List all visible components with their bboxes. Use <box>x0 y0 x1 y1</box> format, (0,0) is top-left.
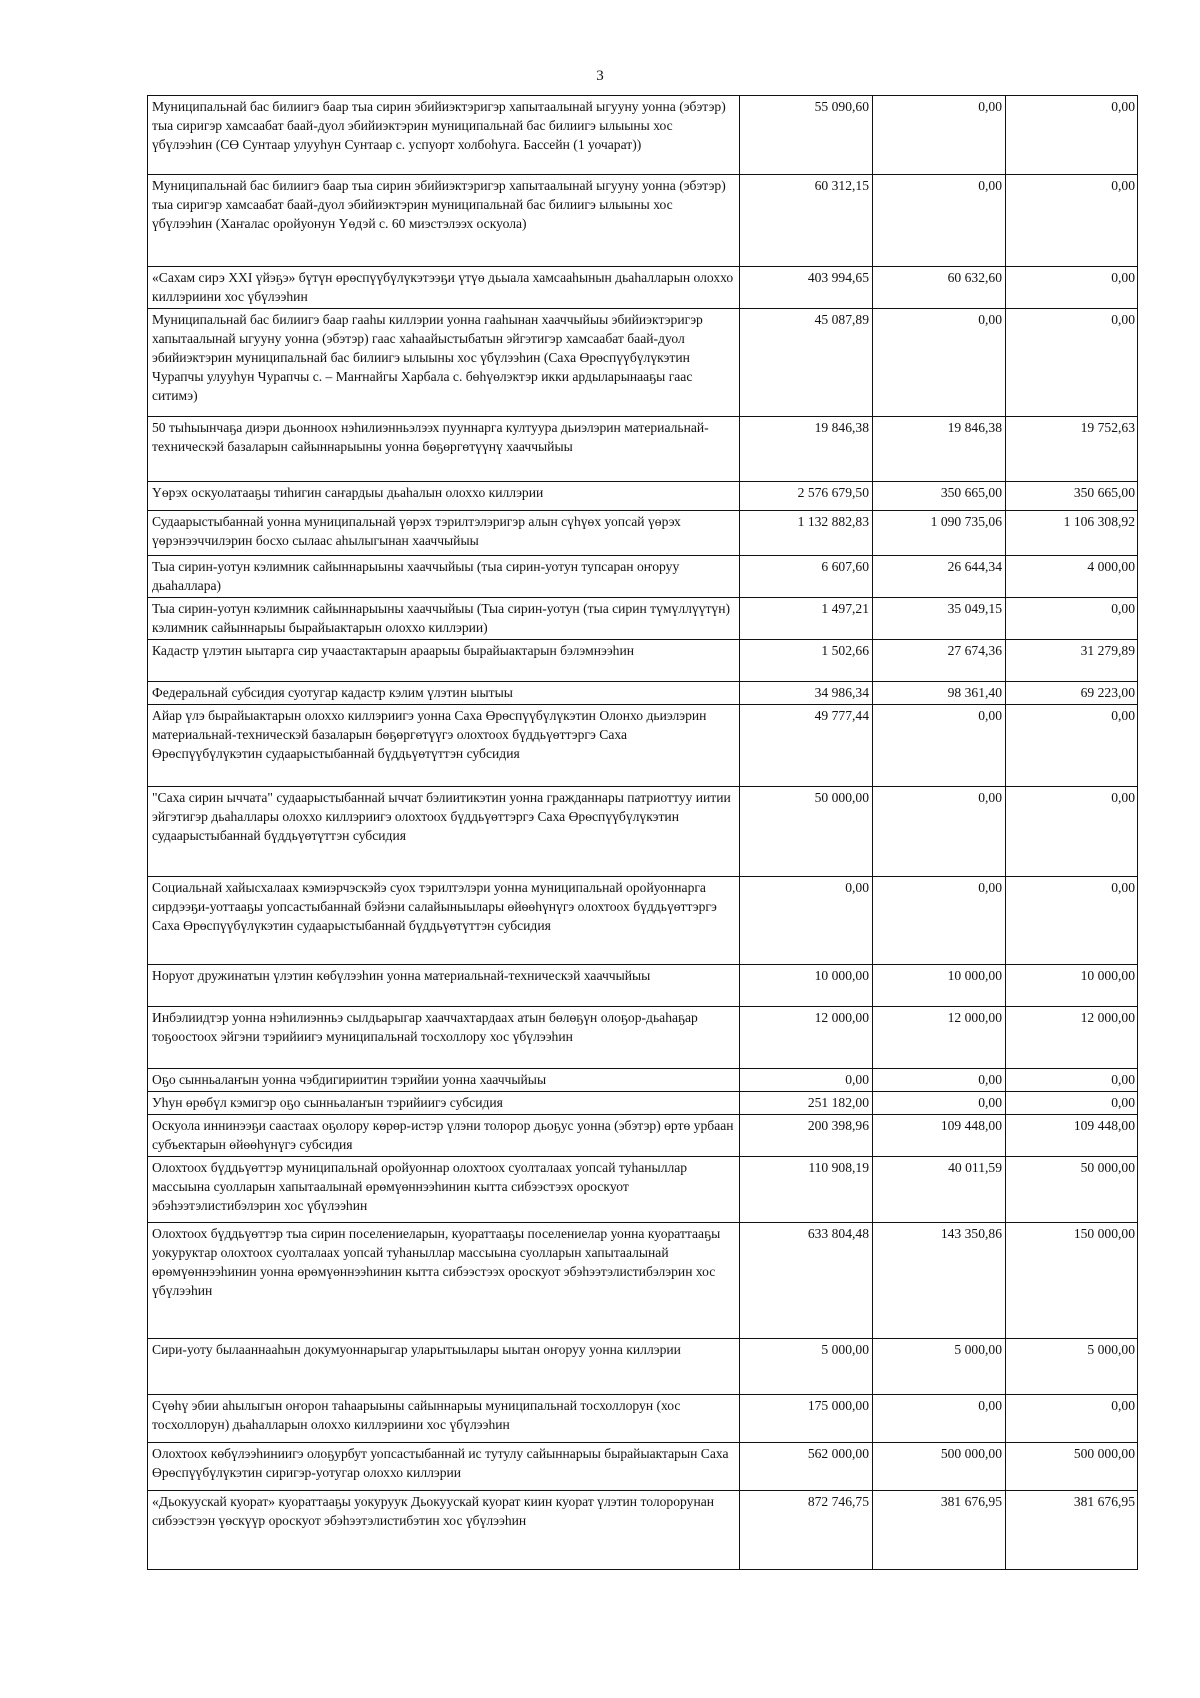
page-number: 3 <box>596 68 604 84</box>
row-value-3: 0,00 <box>1006 96 1138 175</box>
row-value-2: 143 350,86 <box>873 1223 1006 1339</box>
row-value-2: 10 000,00 <box>873 965 1006 1007</box>
row-value-1: 1 502,66 <box>740 640 873 682</box>
row-value-1: 0,00 <box>740 1069 873 1092</box>
row-description: Олохтоох бүддьүөттэр тыа сирин поселениеларын, куораттааҕы поселениелар уонна куораттааҕы уокуруктар олохтоох суолталаах уопсай туһаныллар массыына суолларын хапытаалынай өрөмүөннээһинин уонна өрөмүөннээһинин кытта сибээстээх ороскуот эбэһээтэлистибэлэрин хос үбүлээһин <box>148 1223 740 1339</box>
row-description: Муниципальнай бас билиигэ баар тыа сирин эбийиэктэригэр хапытаалынай ыгууну уонна (эбэтэр) тыа сиригэр хамсаабат баай-дуол эбийиэктэрин муниципальнай бас билиигэ ылыыны хос үбүлээһин (СӨ Сунтаар улууһун Сунтаар с. успуорт холбоһуга. Бассейн (1 уочарат)) <box>148 96 740 175</box>
row-value-1: 6 607,60 <box>740 556 873 598</box>
table-row <box>148 556 1138 598</box>
row-description: Норуот дружинатын үлэтин көбүлээһин уонна материальнай-техническэй хааччыйыы <box>148 965 740 1007</box>
row-value-3: 0,00 <box>1006 1092 1138 1115</box>
row-description: Судаарыстыбаннай уонна муниципальнай үөрэх тэрилтэлэригэр алын сүһүөх уопсай үөрэх үөрэнээччилэрин босхо сылаас аһылыгынан хааччыйыы <box>148 511 740 556</box>
row-value-3: 0,00 <box>1006 705 1138 787</box>
row-description: Оскуола иннинээҕи саастаах оҕолору көрөр-истэр үлэни толорор дьоҕус уонна (эбэтэр) өртө урбаан субъектарын өйөөһүнүгэ субсидия <box>148 1115 740 1157</box>
table-row <box>148 96 1138 175</box>
row-value-2: 0,00 <box>873 175 1006 267</box>
row-value-2: 40 011,59 <box>873 1157 1006 1223</box>
row-value-3: 10 000,00 <box>1006 965 1138 1007</box>
table-row <box>148 598 1138 640</box>
row-value-1: 50 000,00 <box>740 787 873 877</box>
row-value-1: 200 398,96 <box>740 1115 873 1157</box>
table-row <box>148 877 1138 965</box>
table-row <box>148 1157 1138 1223</box>
row-value-3: 0,00 <box>1006 175 1138 267</box>
row-value-2: 0,00 <box>873 787 1006 877</box>
table-row <box>148 1092 1138 1115</box>
row-value-3: 31 279,89 <box>1006 640 1138 682</box>
row-description: Тыа сирин-уотун кэлимник сайыннарыыны хааччыйыы (Тыа сирин-уотун (тыа сирин түмүллүүтүн) кэлимник сайыннарыы бырайыактарын олоххо киллэрии) <box>148 598 740 640</box>
row-value-1: 633 804,48 <box>740 1223 873 1339</box>
row-value-1: 175 000,00 <box>740 1395 873 1443</box>
row-value-2: 350 665,00 <box>873 482 1006 511</box>
row-description: Муниципальнай бас билиигэ баар гааһы киллэрии уонна гааһынан хааччыйыы эбийиэктэригэр хапытаалынай ыгууну уонна (эбэтэр) гаас хаһаайыстыбатын эйгэтигэр хамсаабат баай-дуол эбийиэктэрин муниципальнай бас билиигэ ылыыны хос үбүлээһин (Саха Өрөспүүбүлүкэтин Чурапчы улууһун Чурапчы с. – Маҥнайгы Харбала с. бөһүөлэктэр икки ардыларынааҕы гаас ситимэ) <box>148 309 740 417</box>
row-value-2: 12 000,00 <box>873 1007 1006 1069</box>
row-value-3: 12 000,00 <box>1006 1007 1138 1069</box>
table-row <box>148 267 1138 309</box>
row-value-3: 19 752,63 <box>1006 417 1138 482</box>
row-value-3: 69 223,00 <box>1006 682 1138 705</box>
row-value-2: 26 644,34 <box>873 556 1006 598</box>
table-row <box>148 787 1138 877</box>
table-row <box>148 309 1138 417</box>
row-description: 50 тыһыынчаҕа диэри дьонноох нэһилиэнньэлээх пууннарга култуура дьиэлэрин материальнай-техническэй базаларын сайыннарыыны уонна бөҕөргөтүүнү хааччыйыы <box>148 417 740 482</box>
table-row <box>148 175 1138 267</box>
row-value-1: 55 090,60 <box>740 96 873 175</box>
row-value-3: 0,00 <box>1006 1069 1138 1092</box>
row-value-1: 34 986,34 <box>740 682 873 705</box>
row-description: Оҕо сынньалаҥын уонна чэбдигириитин тэрийии уонна хааччыйыы <box>148 1069 740 1092</box>
row-description: Кадастр үлэтин ыытарга сир учаастактарын араарыы бырайыактарын бэлэмнээһин <box>148 640 740 682</box>
row-value-3: 0,00 <box>1006 598 1138 640</box>
row-value-1: 5 000,00 <box>740 1339 873 1395</box>
row-value-3: 0,00 <box>1006 787 1138 877</box>
row-description: Инбэлиидтэр уонна нэһилиэнньэ сылдьарыгар хааччахтардаах атын бөлөҕүн олоҕор-дьаһаҕар тоҕоостоох эйгэни тэрийиигэ муниципальнай тосхоллору хос үбүлээһин <box>148 1007 740 1069</box>
row-value-2: 60 632,60 <box>873 267 1006 309</box>
row-description: Тыа сирин-уотун кэлимник сайыннарыыны хааччыйыы (тыа сирин-уотун тупсаран оҥоруу дьаһаллара) <box>148 556 740 598</box>
table-row <box>148 1223 1138 1339</box>
table-row <box>148 417 1138 482</box>
row-value-2: 98 361,40 <box>873 682 1006 705</box>
row-value-1: 19 846,38 <box>740 417 873 482</box>
row-value-2: 5 000,00 <box>873 1339 1006 1395</box>
table-row <box>148 1443 1138 1491</box>
table-row <box>148 1069 1138 1092</box>
row-value-3: 0,00 <box>1006 877 1138 965</box>
row-value-2: 35 049,15 <box>873 598 1006 640</box>
row-description: «Сахам сирэ XXI үйэҕэ» бүтүн өрөспүүбүлүкэтээҕи үтүө дьыала хамсааһынын дьаһалларын олоххо киллэриини хос үбүлээһин <box>148 267 740 309</box>
row-description: Айар үлэ бырайыактарын олоххо киллэриигэ уонна Саха Өрөспүүбүлүкэтин Олонхо дьиэлэрин материальнай-техническэй базаларын бөҕөргөтүүгэ олохтоох бүддьүөттэргэ Саха Өрөспүүбүлүкэтин судаарыстыбаннай бүддьүөтүттэн субсидия <box>148 705 740 787</box>
table-row <box>148 1395 1138 1443</box>
row-value-3: 0,00 <box>1006 267 1138 309</box>
row-value-2: 19 846,38 <box>873 417 1006 482</box>
table-row <box>148 1339 1138 1395</box>
row-value-2: 0,00 <box>873 1092 1006 1115</box>
table-row <box>148 705 1138 787</box>
row-value-2: 500 000,00 <box>873 1443 1006 1491</box>
row-description: Олохтоох бүддьүөттэр муниципальнай оройуоннар олохтоох суолталаах уопсай туһаныллар массыына суолларын хапытаалынай өрөмүөннээһинин кытта сибээстээх ороскуот эбэһээтэлистибэлэрин хос үбүлээһин <box>148 1157 740 1223</box>
row-value-2: 1 090 735,06 <box>873 511 1006 556</box>
row-value-3: 0,00 <box>1006 1395 1138 1443</box>
row-description: "Саха сирин ыччата" судаарыстыбаннай ыччат бэлиитикэтин уонна гражданнары патриоттуу иитии эйгэтигэр дьаһаллары олоххо киллэриигэ олохтоох бүддьүөттэргэ Саха Өрөспүүбүлүкэтин судаарыстыбаннай бүддьүөтүттэн субсидия <box>148 787 740 877</box>
row-value-1: 403 994,65 <box>740 267 873 309</box>
row-value-3: 50 000,00 <box>1006 1157 1138 1223</box>
row-value-3: 150 000,00 <box>1006 1223 1138 1339</box>
row-value-2: 0,00 <box>873 705 1006 787</box>
table-body <box>148 96 1138 1570</box>
row-value-3: 350 665,00 <box>1006 482 1138 511</box>
row-value-1: 60 312,15 <box>740 175 873 267</box>
row-description: Социальнай хайысхалаах кэмиэрчэскэйэ суох тэрилтэлэри уонна муниципальнай оройуоннарга сирдээҕи-уоттааҕы уопсастыбаннай бэйэни салайыныылары өйөөһүнүгэ олохтоох бүддьүөттэргэ Саха Өрөспүүбүлүкэтин судаарыстыбаннай бүддьүөтүттэн субсидия <box>148 877 740 965</box>
row-value-2: 0,00 <box>873 96 1006 175</box>
row-description: Олохтоох көбүлээһиниигэ олоҕурбут уопсастыбаннай ис тутулу сайыннарыы бырайыактарын Саха Өрөспүүбүлүкэтин сиригэр-уотугар олоххо киллэрии <box>148 1443 740 1491</box>
table-row <box>148 482 1138 511</box>
row-value-1: 1 132 882,83 <box>740 511 873 556</box>
row-value-3: 4 000,00 <box>1006 556 1138 598</box>
table-row <box>148 1007 1138 1069</box>
row-value-3: 5 000,00 <box>1006 1339 1138 1395</box>
row-description: Үөрэх оскуолатааҕы тиһигин саҥардыы дьаһалын олоххо киллэрии <box>148 482 740 511</box>
row-description: «Дьокуускай куорат» куораттааҕы уокуруук Дьокуускай куорат киин куорат үлэтин толорорунан сибээстээн үөскүүр ороскуот эбэһээтэлистибэтин хос үбүлээһин <box>148 1491 740 1570</box>
row-value-3: 500 000,00 <box>1006 1443 1138 1491</box>
row-value-1: 1 497,21 <box>740 598 873 640</box>
row-description: Федеральнай субсидия суотугар кадастр кэлим үлэтин ыытыы <box>148 682 740 705</box>
row-value-2: 0,00 <box>873 309 1006 417</box>
budget-table <box>147 95 1138 1570</box>
row-value-3: 109 448,00 <box>1006 1115 1138 1157</box>
row-value-2: 0,00 <box>873 1395 1006 1443</box>
row-value-1: 12 000,00 <box>740 1007 873 1069</box>
row-value-2: 27 674,36 <box>873 640 1006 682</box>
row-value-2: 0,00 <box>873 877 1006 965</box>
row-value-1: 251 182,00 <box>740 1092 873 1115</box>
row-description: Сүөһү эбии аһылыгын оҥорон таһаарыыны сайыннарыы муниципальнай тосхоллорун (хос тосхоллорун) дьаһалларын олоххо киллэриини хос үбүлээһин <box>148 1395 740 1443</box>
row-value-1: 10 000,00 <box>740 965 873 1007</box>
row-value-1: 0,00 <box>740 877 873 965</box>
table-row <box>148 965 1138 1007</box>
row-description: Муниципальнай бас билиигэ баар тыа сирин эбийиэктэригэр хапытаалынай ыгууну уонна (эбэтэр) тыа сиригэр хамсаабат баай-дуол эбийиэктэрин муниципальнай бас билиигэ ылыыны хос үбүлээһин (Хаҥалас оройуонун Үөдэй с. 60 миэстэлээх оскуола) <box>148 175 740 267</box>
table-row <box>148 511 1138 556</box>
row-value-2: 0,00 <box>873 1069 1006 1092</box>
row-value-2: 109 448,00 <box>873 1115 1006 1157</box>
row-value-1: 49 777,44 <box>740 705 873 787</box>
row-value-3: 381 676,95 <box>1006 1491 1138 1570</box>
table-row <box>148 682 1138 705</box>
row-value-2: 381 676,95 <box>873 1491 1006 1570</box>
row-value-1: 562 000,00 <box>740 1443 873 1491</box>
row-value-1: 2 576 679,50 <box>740 482 873 511</box>
row-description: Уһун өрөбүл кэмигэр оҕо сынньалаҥын тэрийиигэ субсидия <box>148 1092 740 1115</box>
table-row <box>148 1115 1138 1157</box>
row-description: Сири-уоту былааннааһын докумуоннарыгар уларытыылары ыытан оҥоруу уонна киллэрии <box>148 1339 740 1395</box>
row-value-1: 45 087,89 <box>740 309 873 417</box>
row-value-1: 872 746,75 <box>740 1491 873 1570</box>
row-value-3: 1 106 308,92 <box>1006 511 1138 556</box>
row-value-1: 110 908,19 <box>740 1157 873 1223</box>
table-row <box>148 640 1138 682</box>
row-value-3: 0,00 <box>1006 309 1138 417</box>
table-row <box>148 1491 1138 1570</box>
